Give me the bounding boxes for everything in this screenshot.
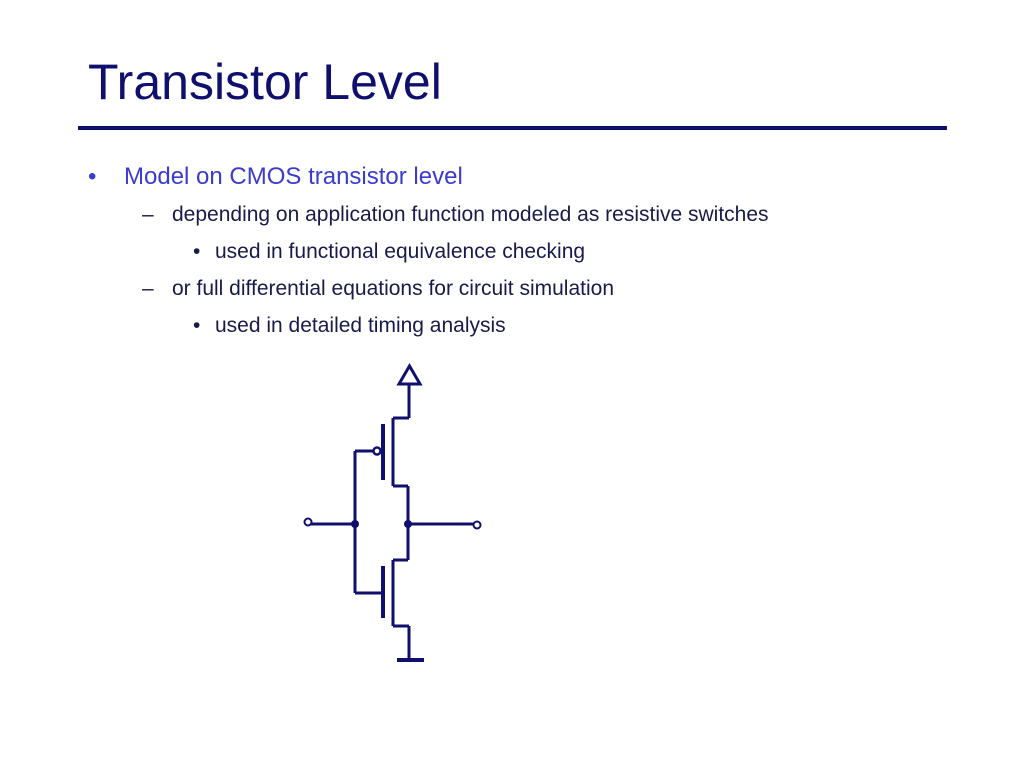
- output-terminal-icon: [474, 522, 481, 529]
- vdd-supply-icon: [399, 366, 420, 384]
- slide-title: Transistor Level: [88, 54, 442, 110]
- bullet-text: or full differential equations for circuit simulation: [172, 277, 614, 300]
- bullet-text: depending on application function modeled as resistive switches: [172, 203, 769, 226]
- bullet-marker: •: [193, 240, 201, 263]
- bullet-text: Model on CMOS transistor level: [124, 163, 463, 190]
- bullet-text: used in detailed timing analysis: [215, 314, 506, 337]
- dash-marker: –: [142, 277, 154, 300]
- input-terminal-icon: [305, 519, 312, 526]
- pmos-gate-bubble: [374, 448, 381, 455]
- input-junction-dot: [351, 520, 359, 528]
- bullet-marker: •: [193, 314, 201, 337]
- dash-marker: –: [142, 203, 154, 226]
- bullet-marker: •: [88, 163, 97, 190]
- bullet-text: used in functional equivalence checking: [215, 240, 586, 263]
- output-junction-dot: [404, 520, 412, 528]
